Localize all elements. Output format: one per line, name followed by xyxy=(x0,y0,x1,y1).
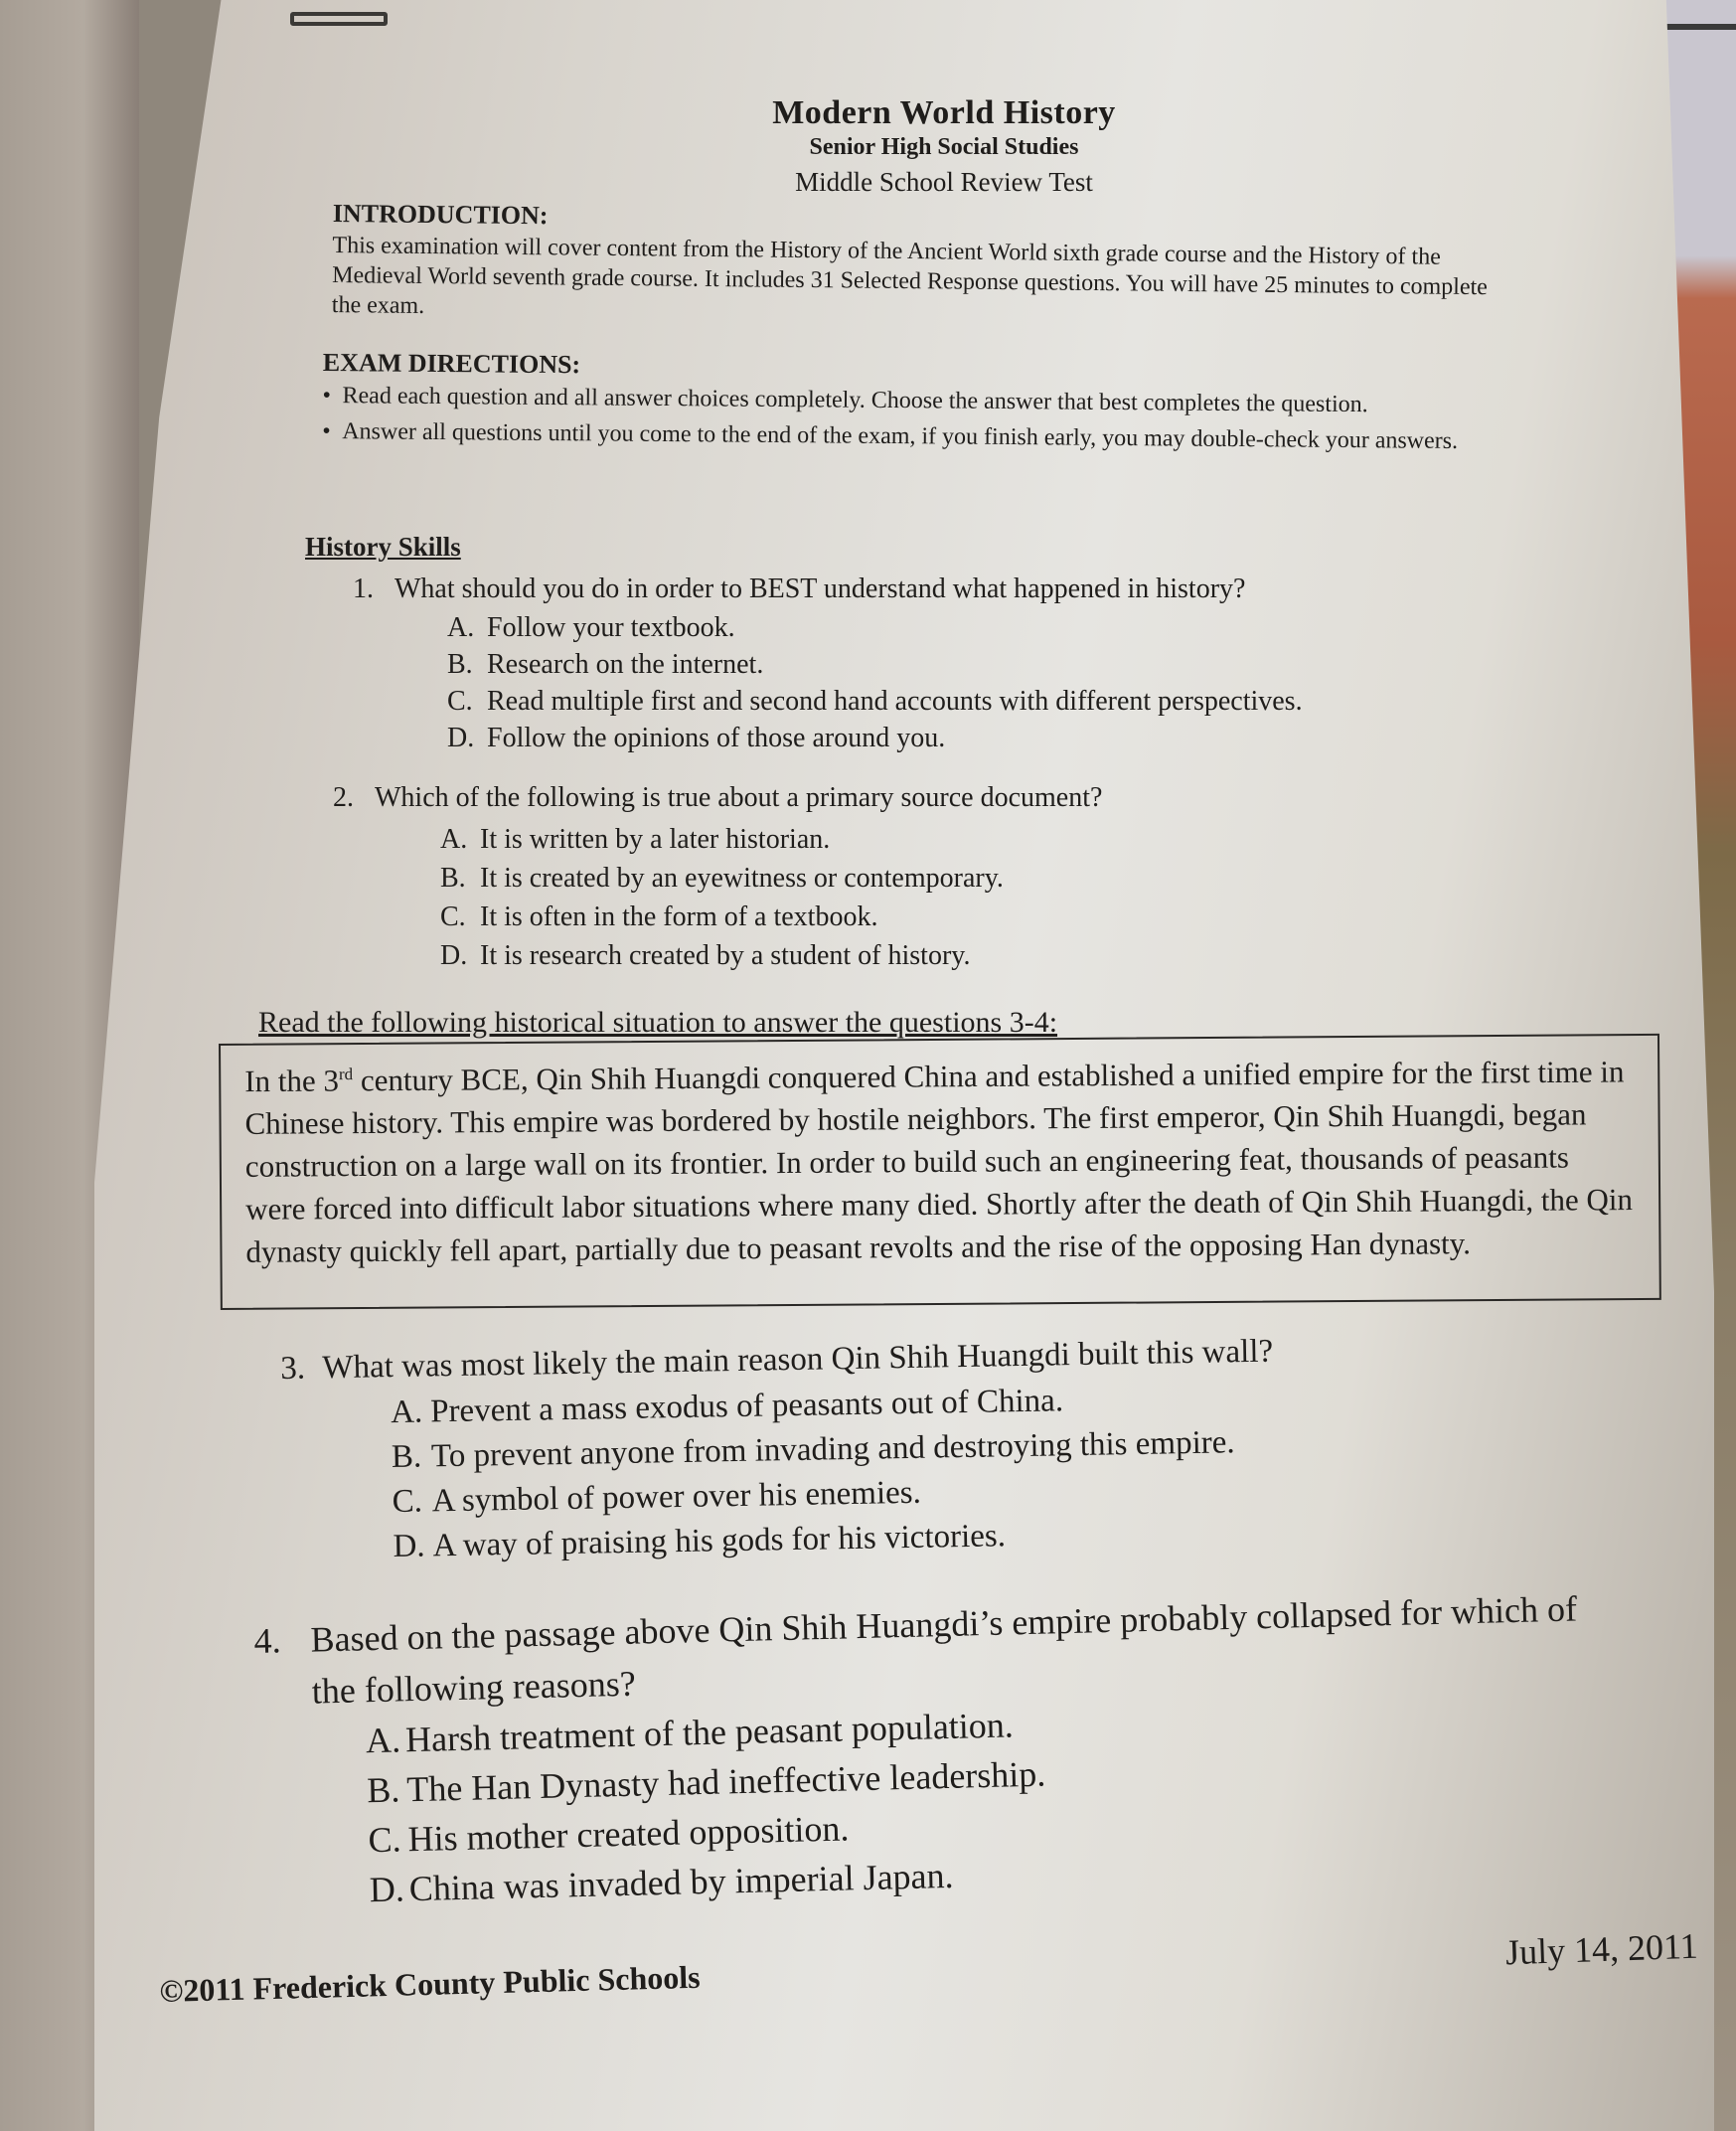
question-1 xyxy=(353,572,1545,756)
directions-section xyxy=(322,348,1545,464)
directions-list xyxy=(322,382,1545,456)
answer-option-b xyxy=(447,646,1545,683)
passage-text xyxy=(244,1044,1636,1273)
option-letter: B. xyxy=(391,1438,422,1476)
ordinal-suffix: rd xyxy=(338,1065,354,1084)
option-text: It is often in the form of a textbook. xyxy=(480,902,878,932)
directions-label: EXAM DIRECTIONS: xyxy=(322,348,581,380)
footer-date: July 14, 2011 xyxy=(1504,1925,1699,1973)
direction-item xyxy=(322,417,1544,456)
footer-copyright: ©2011 Frederick County Public Schools xyxy=(159,1958,701,2009)
document-subtitle: Senior High Social Studies xyxy=(809,134,1079,160)
direction-text: Answer all questions until you come to the end of the exam, if you finish early, you may double-check your answers. xyxy=(342,418,1459,454)
option-text: To prevent anyone from invading and destroying this empire. xyxy=(430,1424,1235,1475)
direction-item xyxy=(322,382,1544,420)
question-text: Which of the following is true about a primary source document? xyxy=(375,782,1103,813)
document-header xyxy=(636,94,1252,198)
answer-option-d xyxy=(440,936,1525,975)
option-letter: D. xyxy=(369,1869,405,1910)
option-letter: D. xyxy=(447,723,475,753)
question-text-line-1: Based on the passage above Qin Shih Huangdi’s empire probably collapsed for which of xyxy=(310,1588,1578,1660)
introduction-text: This examination will cover content from the History of the Ancient World sixth grade course and the History of the Medieval World seventh grade course. It includes 31 Selected Response questions. You will have 25 minutes to complete the exam. xyxy=(331,232,1489,319)
question-2 xyxy=(333,780,1525,975)
option-letter: B. xyxy=(440,863,466,894)
question-text: What should you do in order to BEST understand what happened in history? xyxy=(395,574,1246,604)
question-number: 4. xyxy=(253,1620,282,1661)
option-text: The Han Dynasty had ineffective leadership. xyxy=(405,1753,1046,1810)
option-text: It is research created by a student of history. xyxy=(480,940,971,971)
bullet-icon: • xyxy=(322,417,331,445)
option-text: Prevent a mass exodus of peasants out of China. xyxy=(429,1383,1064,1430)
test-name: Middle School Review Test xyxy=(795,167,1093,197)
answer-option-a xyxy=(447,609,1545,646)
option-text: Read multiple first and second hand accounts with different perspectives. xyxy=(487,686,1303,717)
question-number: 2. xyxy=(333,782,354,813)
passage-intro: In the 3 xyxy=(244,1063,340,1099)
question-3 xyxy=(280,1324,1576,1571)
option-letter: B. xyxy=(447,649,473,680)
question-number: 3. xyxy=(280,1350,306,1387)
answer-option-d xyxy=(447,720,1545,756)
option-text: China was invaded by imperial Japan. xyxy=(408,1855,954,1909)
option-text: Follow the opinions of those around you. xyxy=(487,723,946,753)
option-letter: D. xyxy=(393,1528,425,1565)
section-title: History Skills xyxy=(305,532,461,562)
option-letter: A. xyxy=(390,1393,423,1431)
answer-option-a xyxy=(440,820,1525,859)
option-text: Follow your textbook. xyxy=(487,612,735,643)
question-number: 1. xyxy=(353,574,374,604)
answer-options xyxy=(391,1370,1576,1569)
option-letter: A. xyxy=(440,824,468,855)
bullet-icon: • xyxy=(322,382,332,410)
option-letter: C. xyxy=(368,1819,402,1861)
answer-option-b xyxy=(440,859,1525,898)
option-letter: A. xyxy=(365,1720,401,1761)
option-text: It is written by a later historian. xyxy=(480,824,831,855)
question-text-line-2: the following reasons? xyxy=(311,1663,637,1712)
option-letter: B. xyxy=(366,1769,400,1811)
option-letter: A. xyxy=(447,612,475,643)
answer-options xyxy=(447,609,1545,756)
question-stem xyxy=(353,572,1545,607)
answer-options xyxy=(440,820,1525,975)
passage-body: century BCE, Qin Shih Huangdi conquered China and established a unified empire for the first time in Chinese history. This empire was bordered by hostile neighbors. The first emperor, Qin Shih Huangdi, began construction on a large wall on its frontier. In order to build such an engineering feat, thousands of peasants were forced into difficult labor situations where many died. Shortly after the death of Qin Shih Huangdi, the Qin dynasty quickly fell apart, partially due to peasant revolts and the rise of the opposing Han dynasty. xyxy=(244,1054,1634,1270)
option-text: It is created by an eyewitness or contemporary. xyxy=(480,863,1004,894)
question-stem xyxy=(333,780,1525,816)
option-letter: D. xyxy=(440,940,468,971)
passage-instructions: Read the following historical situation to answer the questions 3-4: xyxy=(258,1006,1058,1039)
option-text: His mother created opposition. xyxy=(407,1808,850,1860)
option-text: Harsh treatment of the peasant population. xyxy=(404,1705,1015,1760)
option-letter: C. xyxy=(447,686,473,717)
document-title: Modern World History xyxy=(772,94,1116,131)
answer-options xyxy=(366,1683,1721,1914)
option-text: A way of praising his gods for his victories. xyxy=(432,1518,1007,1564)
option-letter: C. xyxy=(440,902,466,932)
answer-option-c xyxy=(440,898,1525,936)
option-text: Research on the internet. xyxy=(487,649,764,680)
introduction-label: INTRODUCTION: xyxy=(332,199,549,231)
question-text: What was most likely the main reason Qin Shih Huangdi built this wall? xyxy=(322,1333,1274,1387)
answer-option-c xyxy=(447,683,1545,720)
option-letter: C. xyxy=(392,1483,423,1521)
direction-text: Read each question and all answer choices completely. Choose the answer that best completes the question. xyxy=(342,383,1368,418)
option-text: A symbol of power over his enemies. xyxy=(431,1474,922,1520)
section-heading xyxy=(305,532,1547,563)
passage-box xyxy=(219,1034,1661,1310)
introduction-section xyxy=(332,199,1505,332)
question-4 xyxy=(253,1579,1721,1917)
